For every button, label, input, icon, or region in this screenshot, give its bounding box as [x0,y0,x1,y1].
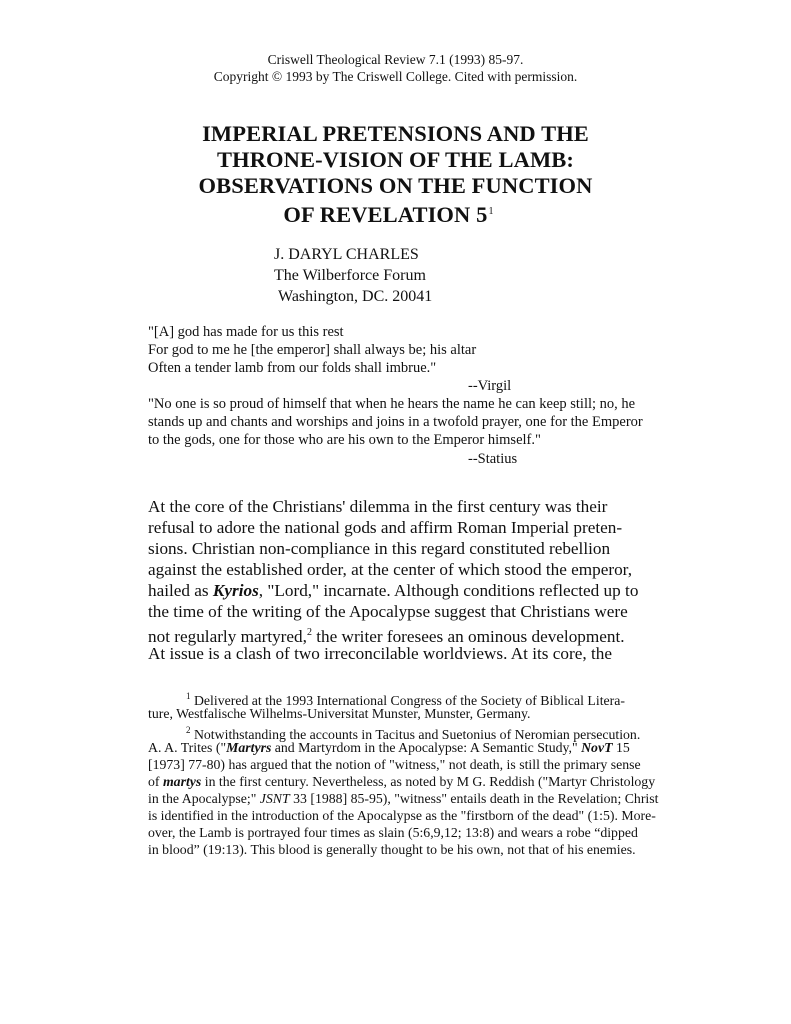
body-line-4: against the established order, at the center of which stood the emperor, [148,560,633,579]
term-kyrios: Kyrios [212,581,259,600]
body-line-2: refusal to adore the national gods and affirm Roman Imperial preten- [148,518,623,537]
body-line-5 [148,580,638,601]
footnote-2-line-7: over, the Lamb is portrayed four times as slain (5:6,9,12; 13:8) and wears a robe “dipped [148,825,638,840]
fn2-l2-pre: A. A. Trites (" [148,740,227,755]
epigraph-statius-line-1: "No one is so proud of himself that when he hears the name he can keep still; no, he [148,396,636,412]
title-line-2: THRONE-VISION OF THE LAMB: [216,147,575,172]
fn2-l5-pre: in the Apocalypse;" [148,791,260,806]
epigraph-virgil-line-2: For god to me he [the emperor] shall always be; his altar [148,342,477,358]
fn2-l4-pre: of [148,774,163,789]
epigraph-virgil-line-3: Often a tender lamb from our folds shall imbrue." [148,360,437,376]
epigraph-statius-attribution: --Statius [468,451,518,467]
fn2-term-martyrs: Martyrs [226,740,272,755]
body-line-5-pre: hailed as [148,581,213,600]
journal-citation: Criswell Theological Review 7.1 (1993) 85-97. [267,52,524,67]
author-affiliation: The Wilberforce Forum [274,267,426,284]
footnote-1-marker: 1 [186,691,191,701]
title-line-4-text: OF REVELATION 5 [283,202,488,227]
fn2-l2-mid: and Martyrdom in the Apocalypse: A Semantic Study," [271,740,582,755]
footnote-2-line-8: in blood” (19:13). This blood is generally thought to be his own, not that of his enemies. [148,842,636,857]
author-location: Washington, DC. 20041 [278,288,433,305]
title-line-3: OBSERVATIONS ON THE FUNCTION [198,173,593,198]
footnote-2-line-4 [148,773,655,790]
epigraph-virgil-attribution: --Virgil [468,378,512,394]
footnote-1-line-2: ture, Westfalische Wilhelms-Universitat Munster, Munster, Germany. [148,706,531,721]
footnote-2-line-3: [1973] 77-80) has argued that the notion of "witness," not death, is still the primary sense [148,757,641,772]
body-line-6: the time of the writing of the Apocalypse suggest that Christians were [148,602,628,621]
body-line-7-post: the writer foresees an ominous development. [311,627,625,646]
fn2-term-jsnt: JSNT [259,791,290,806]
fn2-l4-post: in the first century. Nevertheless, as noted by M G. Reddish ("Martyr Christology [201,774,656,789]
body-line-7-pre: not regularly martyred, [148,627,307,646]
fn2-term-novt: NovT [581,740,613,755]
title-line-4 [0,199,791,227]
epigraph-statius-line-3: to the gods, one for those who are his own to the Emperor himself." [148,432,541,448]
footnote-2-marker: 2 [186,725,191,735]
title-footnote-marker: 1 [488,206,494,217]
footnote-ref-2[interactable]: 2 [306,627,312,638]
fn2-term-martys: martys [162,774,202,789]
footnote-2-line-2 [148,739,630,756]
epigraph-statius-line-2: stands up and chants and worships and joins in a twofold prayer, one for the Emperor [148,414,643,430]
footnote-2-line-5 [148,790,658,807]
epigraph-virgil-line-1: "[A] god has made for us this rest [148,324,344,340]
body-line-5-post: , "Lord," incarnate. Although conditions reflected up to [258,581,639,600]
body-line-8: At issue is a clash of two irreconcilable worldviews. At its core, the [148,644,612,663]
copyright-notice: Copyright © 1993 by The Criswell College. Cited with permission. [213,69,578,84]
body-line-1: At the core of the Christians' dilemma in the first century was their [148,497,608,516]
footnote-2-text: Notwithstanding the accounts in Tacitus and Suetonius of Neromian persecution. [190,727,641,742]
footnote-2-line-6: is identified in the introduction of the Apocalypse as the "firstborn of the dead" (1:5). More- [148,808,656,823]
title-line-1: IMPERIAL PRETENSIONS AND THE [202,121,589,146]
author-name: J. DARYL CHARLES [274,246,419,263]
fn2-l5-post: 33 [1988] 85-95), "witness" entails death in the Revelation; Christ [289,791,659,806]
footnote-1-text: Delivered at the 1993 International Congress of the Society of Biblical Litera- [190,693,625,708]
body-line-3: sions. Christian non-compliance in this regard constituted rebellion [148,539,611,558]
fn2-l2-post: 15 [612,740,630,755]
